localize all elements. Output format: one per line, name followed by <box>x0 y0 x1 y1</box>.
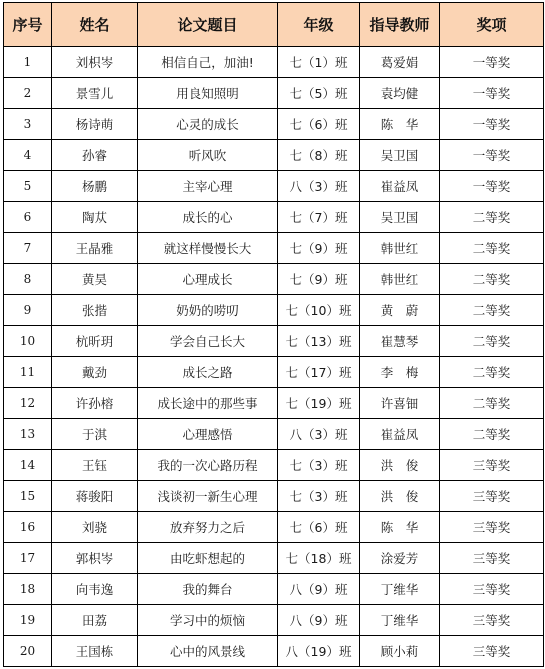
cell-student-name: 张揩 <box>52 295 138 326</box>
cell-grade-class: 七（9）班 <box>278 233 360 264</box>
cell-grade-class: 八（3）班 <box>278 419 360 450</box>
cell-grade-class: 八（19）班 <box>278 636 360 667</box>
cell-teacher: 洪 俊 <box>360 450 440 481</box>
cell-index: 6 <box>4 202 52 233</box>
cell-essay-title: 听风吹 <box>138 140 278 171</box>
cell-student-name: 黄昊 <box>52 264 138 295</box>
cell-student-name: 刘枳岑 <box>52 47 138 78</box>
cell-index: 13 <box>4 419 52 450</box>
cell-essay-title: 我的一次心路历程 <box>138 450 278 481</box>
cell-teacher: 葛爱娟 <box>360 47 440 78</box>
cell-grade-class: 八（9）班 <box>278 574 360 605</box>
cell-teacher: 崔益凤 <box>360 171 440 202</box>
table-row <box>4 140 544 171</box>
cell-award: 二等奖 <box>440 388 544 419</box>
cell-student-name: 向韦逸 <box>52 574 138 605</box>
cell-student-name: 田荔 <box>52 605 138 636</box>
cell-index: 19 <box>4 605 52 636</box>
cell-essay-title: 心中的风景线 <box>138 636 278 667</box>
cell-index: 4 <box>4 140 52 171</box>
cell-grade-class: 七（18）班 <box>278 543 360 574</box>
cell-teacher: 黄 蔚 <box>360 295 440 326</box>
cell-grade-class: 七（8）班 <box>278 140 360 171</box>
cell-student-name: 王国栋 <box>52 636 138 667</box>
cell-index: 8 <box>4 264 52 295</box>
cell-essay-title: 学习中的烦恼 <box>138 605 278 636</box>
cell-award: 三等奖 <box>440 481 544 512</box>
cell-award: 三等奖 <box>440 574 544 605</box>
cell-teacher: 李 梅 <box>360 357 440 388</box>
cell-essay-title: 奶奶的唠叨 <box>138 295 278 326</box>
cell-essay-title: 浅谈初一新生心理 <box>138 481 278 512</box>
cell-essay-title: 相信自己，加油! <box>138 47 278 78</box>
cell-student-name: 王晶雅 <box>52 233 138 264</box>
cell-teacher: 袁均健 <box>360 78 440 109</box>
cell-teacher: 陈 华 <box>360 109 440 140</box>
cell-teacher: 崔慧琴 <box>360 326 440 357</box>
cell-teacher: 韩世红 <box>360 233 440 264</box>
cell-award: 二等奖 <box>440 295 544 326</box>
cell-student-name: 杨鹏 <box>52 171 138 202</box>
cell-index: 2 <box>4 78 52 109</box>
table-row <box>4 605 544 636</box>
cell-teacher: 顾小莉 <box>360 636 440 667</box>
cell-grade-class: 七（3）班 <box>278 481 360 512</box>
table-row <box>4 543 544 574</box>
cell-grade-class: 七（13）班 <box>278 326 360 357</box>
cell-student-name: 蒋骏阳 <box>52 481 138 512</box>
cell-award: 二等奖 <box>440 419 544 450</box>
cell-award: 一等奖 <box>440 109 544 140</box>
table-row <box>4 636 544 667</box>
cell-essay-title: 心灵的成长 <box>138 109 278 140</box>
cell-teacher: 涂爱芳 <box>360 543 440 574</box>
cell-essay-title: 成长之路 <box>138 357 278 388</box>
table-row <box>4 109 544 140</box>
cell-grade-class: 七（1）班 <box>278 47 360 78</box>
table-row <box>4 202 544 233</box>
table-row <box>4 171 544 202</box>
table-row <box>4 574 544 605</box>
cell-index: 20 <box>4 636 52 667</box>
cell-index: 1 <box>4 47 52 78</box>
cell-award: 一等奖 <box>440 47 544 78</box>
cell-grade-class: 七（17）班 <box>278 357 360 388</box>
cell-award: 三等奖 <box>440 636 544 667</box>
award-table <box>3 2 544 667</box>
cell-award: 三等奖 <box>440 450 544 481</box>
cell-index: 7 <box>4 233 52 264</box>
cell-grade-class: 七（7）班 <box>278 202 360 233</box>
cell-award: 二等奖 <box>440 264 544 295</box>
table-row <box>4 264 544 295</box>
cell-index: 9 <box>4 295 52 326</box>
cell-index: 16 <box>4 512 52 543</box>
cell-student-name: 景雪儿 <box>52 78 138 109</box>
header-cell-award: 奖项 <box>440 3 544 47</box>
cell-essay-title: 心理感悟 <box>138 419 278 450</box>
cell-award: 一等奖 <box>440 78 544 109</box>
cell-grade-class: 七（3）班 <box>278 450 360 481</box>
cell-index: 5 <box>4 171 52 202</box>
cell-award: 三等奖 <box>440 512 544 543</box>
cell-student-name: 孙睿 <box>52 140 138 171</box>
cell-student-name: 杨诗萌 <box>52 109 138 140</box>
cell-essay-title: 成长的心 <box>138 202 278 233</box>
cell-index: 18 <box>4 574 52 605</box>
header-cell-teacher: 指导教师 <box>360 3 440 47</box>
cell-student-name: 刘骁 <box>52 512 138 543</box>
cell-student-name: 杭昕玥 <box>52 326 138 357</box>
cell-index: 10 <box>4 326 52 357</box>
cell-award: 二等奖 <box>440 326 544 357</box>
header-cell-name: 姓名 <box>52 3 138 47</box>
header-cell-title: 论文题目 <box>138 3 278 47</box>
cell-index: 3 <box>4 109 52 140</box>
cell-index: 14 <box>4 450 52 481</box>
cell-award: 三等奖 <box>440 543 544 574</box>
header-row <box>4 3 544 47</box>
cell-award: 二等奖 <box>440 233 544 264</box>
table-row <box>4 419 544 450</box>
cell-essay-title: 成长途中的那些事 <box>138 388 278 419</box>
cell-teacher: 吴卫国 <box>360 140 440 171</box>
cell-essay-title: 由吃虾想起的 <box>138 543 278 574</box>
cell-grade-class: 八（3）班 <box>278 171 360 202</box>
cell-student-name: 陶苁 <box>52 202 138 233</box>
cell-index: 17 <box>4 543 52 574</box>
cell-essay-title: 学会自己长大 <box>138 326 278 357</box>
table-row <box>4 512 544 543</box>
cell-index: 15 <box>4 481 52 512</box>
cell-teacher: 崔益凤 <box>360 419 440 450</box>
header-cell-grade: 年级 <box>278 3 360 47</box>
cell-award: 三等奖 <box>440 605 544 636</box>
table-row <box>4 388 544 419</box>
table-row <box>4 326 544 357</box>
cell-student-name: 许孙榕 <box>52 388 138 419</box>
cell-grade-class: 七（19）班 <box>278 388 360 419</box>
cell-essay-title: 主宰心理 <box>138 171 278 202</box>
cell-teacher: 吴卫国 <box>360 202 440 233</box>
cell-teacher: 陈 华 <box>360 512 440 543</box>
cell-student-name: 于淇 <box>52 419 138 450</box>
cell-award: 二等奖 <box>440 202 544 233</box>
cell-teacher: 许喜钿 <box>360 388 440 419</box>
cell-teacher: 丁维华 <box>360 605 440 636</box>
cell-essay-title: 心理成长 <box>138 264 278 295</box>
cell-student-name: 王钰 <box>52 450 138 481</box>
cell-grade-class: 七（6）班 <box>278 109 360 140</box>
cell-grade-class: 七（5）班 <box>278 78 360 109</box>
cell-essay-title: 用良知照明 <box>138 78 278 109</box>
cell-award: 一等奖 <box>440 140 544 171</box>
cell-grade-class: 八（9）班 <box>278 605 360 636</box>
table-row <box>4 481 544 512</box>
cell-grade-class: 七（6）班 <box>278 512 360 543</box>
cell-teacher: 洪 俊 <box>360 481 440 512</box>
cell-teacher: 丁维华 <box>360 574 440 605</box>
award-table-container <box>3 2 544 667</box>
cell-grade-class: 七（10）班 <box>278 295 360 326</box>
cell-student-name: 郭枳岑 <box>52 543 138 574</box>
table-row <box>4 357 544 388</box>
header-cell-index: 序号 <box>4 3 52 47</box>
cell-essay-title: 放弃努力之后 <box>138 512 278 543</box>
table-row <box>4 450 544 481</box>
cell-index: 11 <box>4 357 52 388</box>
cell-essay-title: 我的舞台 <box>138 574 278 605</box>
cell-grade-class: 七（9）班 <box>278 264 360 295</box>
cell-index: 12 <box>4 388 52 419</box>
table-row <box>4 47 544 78</box>
cell-award: 一等奖 <box>440 171 544 202</box>
table-row <box>4 233 544 264</box>
table-body <box>4 47 544 667</box>
table-row <box>4 78 544 109</box>
cell-essay-title: 就这样慢慢长大 <box>138 233 278 264</box>
cell-teacher: 韩世红 <box>360 264 440 295</box>
table-row <box>4 295 544 326</box>
cell-student-name: 戴劲 <box>52 357 138 388</box>
cell-award: 二等奖 <box>440 357 544 388</box>
